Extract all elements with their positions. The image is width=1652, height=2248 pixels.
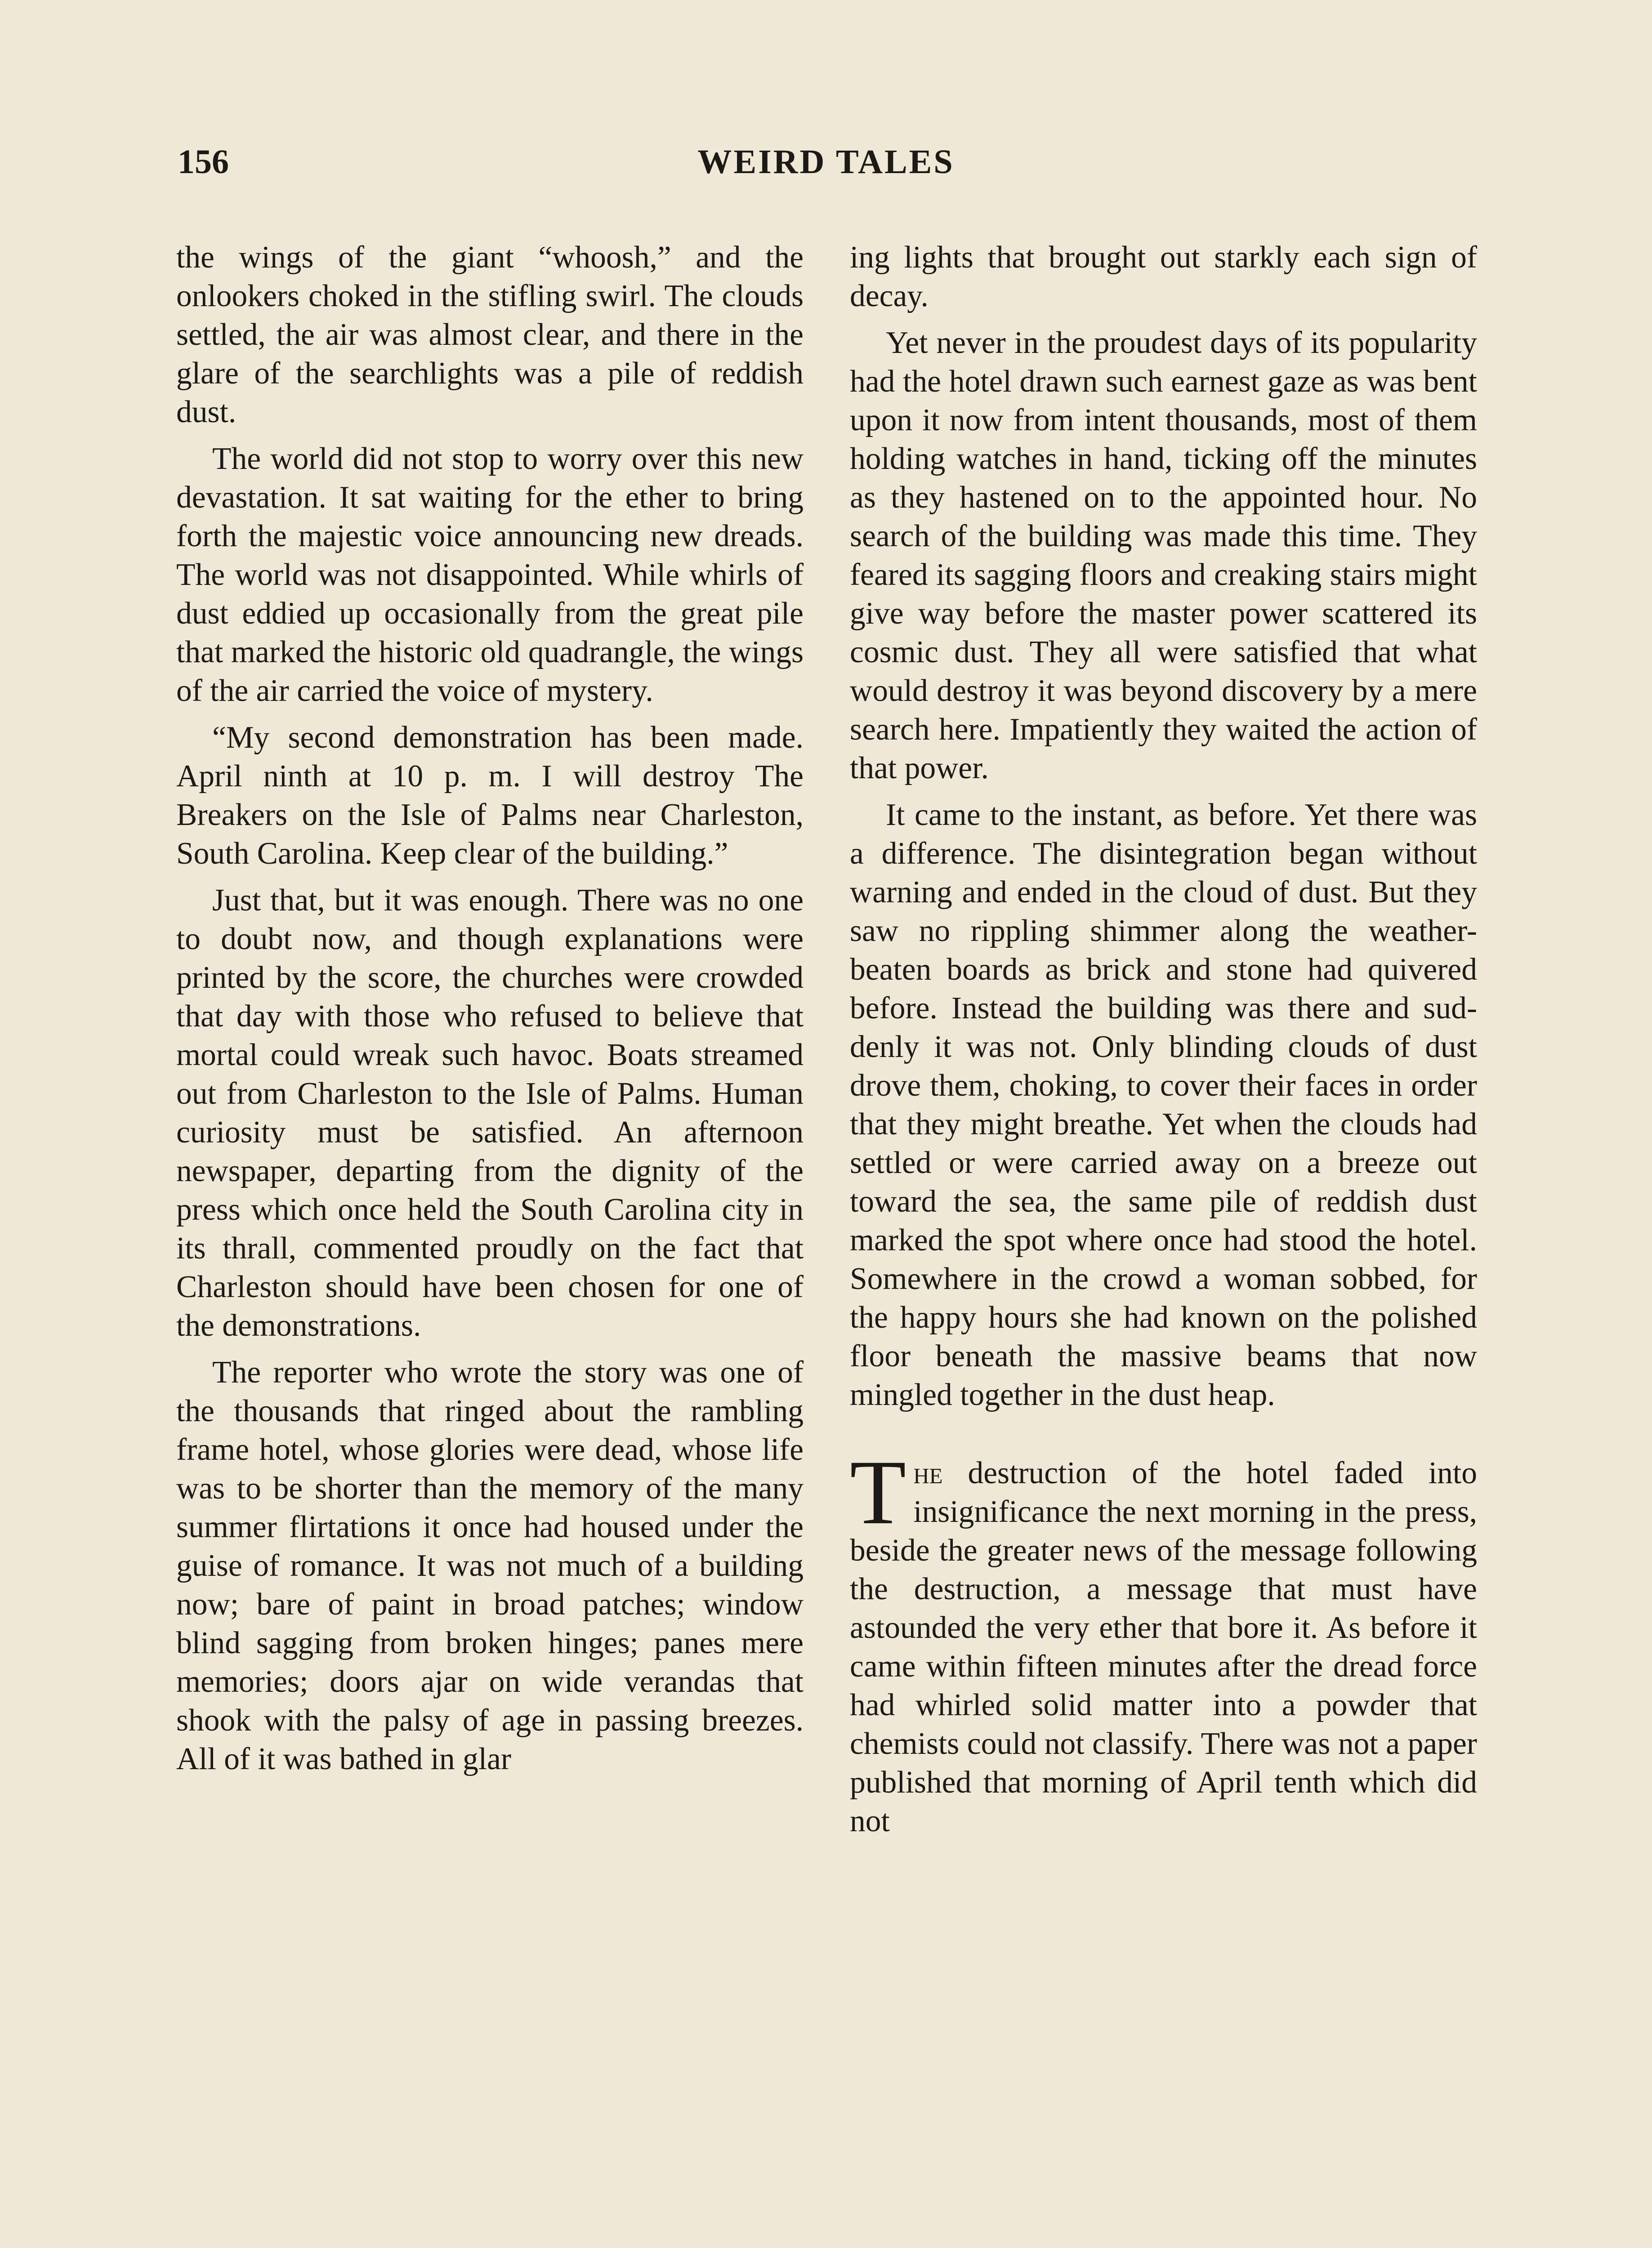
drop-cap: T xyxy=(850,1441,906,1543)
right-column xyxy=(850,238,1477,1849)
page-number: 156 xyxy=(178,143,229,181)
right-paragraph-4 xyxy=(850,1441,1477,1841)
small-caps-lead: he xyxy=(913,1456,943,1490)
section-break xyxy=(850,1423,1477,1454)
left-paragraph-2: The world did not stop to worry over this new devastation. It sat waiting for the ether to bring forth the majestic voice announcing new dreads. The world was not disappointed. While whirls of dust eddied up occasionally from the great pile that marked the historic old quadrangle, the wings of the air carried the voice of mystery. xyxy=(176,442,804,708)
right-paragraph-2: Yet never in the proudest days of its popularity had the hotel drawn such earnest gaze as was bent upon it now from intent thousands, most of them holding watches in hand, ticking off the minutes as they hastened on to the appointed hour. No search of the building was made this time. They feared its sagging floors and creaking stairs might give way before the master power scattered its cosmic dust. They all were satisfied that what would destroy it was beyond discovery by a mere search here. Impatiently they waited the action of that power. xyxy=(850,326,1477,785)
running-title: WEIRD TALES xyxy=(697,143,955,181)
left-paragraph-5: The reporter who wrote the story was one of the thousands that ringed about the rambling frame hotel, whose glories were dead, whose life was to be shorter than the memory of the many summer flirtations it once had housed under the guise of romance. It was not much of a building now; bare of paint in broad patches; window blind sagging from broken hinges; panes mere memories; doors ajar on wide verandas that shook with the palsy of age in passing breezes. All of it was bathed in glar xyxy=(176,1355,804,1776)
left-paragraph-3: “My second demonstration has been made. April ninth at 10 p. m. I will destroy The Breakers on the Isle of Palms near Charleston, South Carolina. Keep clear of the building.” xyxy=(176,720,804,871)
page-header xyxy=(178,137,1474,187)
left-paragraph-4: Just that, but it was enough. There was no one to doubt now, and though explanations were printed by the score, the churches were crowded that day with those who refused to believe that mortal could wreak such havoc. Boats streamed out from Charleston to the Isle of Palms. Human curiosity must be satisfied. An afternoon newspaper, departing from the dignity of the press which once held the South Carolina city in its thrall, commented proudly on the fact that Charleston should have been chosen for one of the demonstrations. xyxy=(176,883,804,1343)
right-paragraph-3: It came to the instant, as before. Yet there was a difference. The disintegration began without warning and ended in the cloud of dust. But they saw no rippling shimmer along the weather-beaten boards as brick and stone had quivered before. Instead the building was there and suddenly it was not. Only blinding clouds of dust drove them, choking, to cover their faces in order that they might breathe. Yet when the clouds had settled or were carried away on a breeze out toward the sea, the same pile of reddish dust marked the spot where once had stood the hotel. Somewhere in the crowd a woman sobbed, for the happy hours she had known on the polished floor beneath the massive beams that now mingled together in the dust heap. xyxy=(850,798,1477,1412)
right-paragraph-1: ing lights that brought out starkly each sign of decay. xyxy=(850,240,1477,313)
right-paragraph-4-text: destruction of the hotel faded into insignificance the next morning in the press, beside the greater news of the message following the destruction, a message that must have astounded the very ether that bore it. As before it came within fifteen minutes after the dread force had whirled solid matter into a powder that chemists could not classify. There was not a paper published that morning of April tenth which did not xyxy=(850,1456,1477,1838)
left-paragraph-1: the wings of the giant “whoosh,” and the onlookers choked in the stifling swirl. The clouds settled, the air was almost clear, and there in the glare of the searchlights was a pile of reddish dust. xyxy=(176,240,804,429)
left-column xyxy=(176,238,804,1787)
